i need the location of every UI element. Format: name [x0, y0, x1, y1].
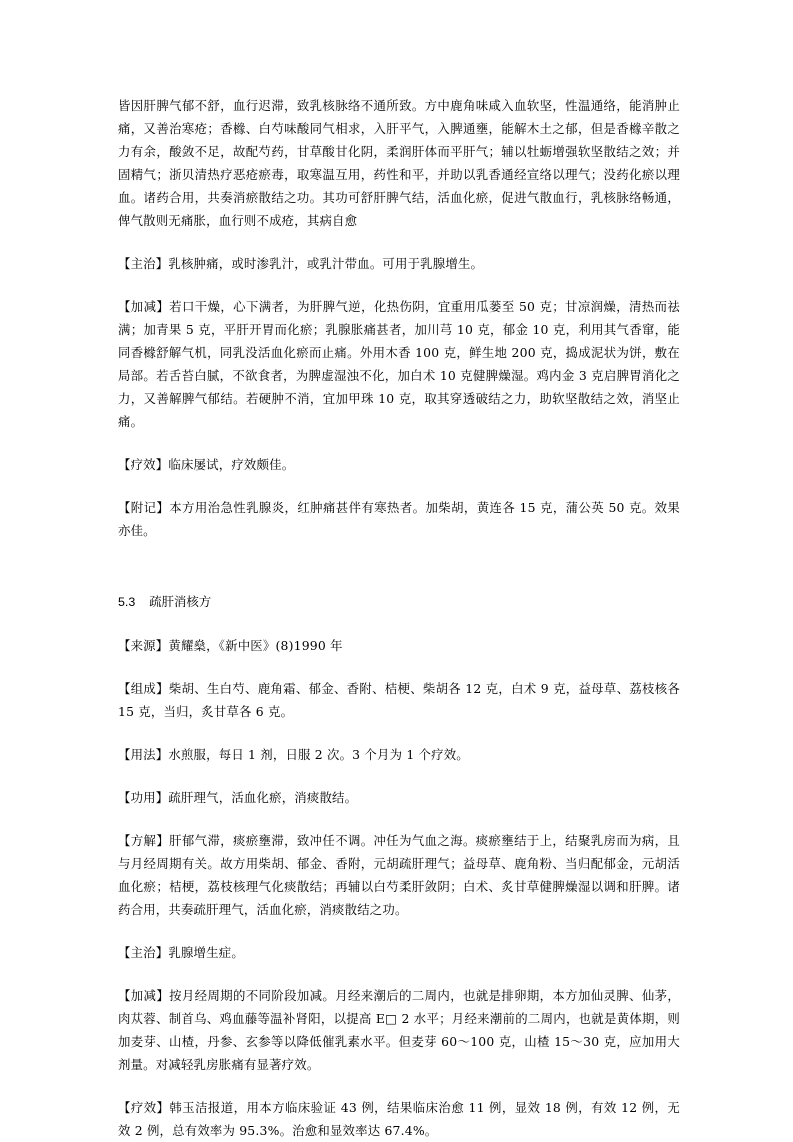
source-text: 黄耀燊，《新中医》(8)1990 年 [168, 638, 343, 653]
efficacy-paragraph-2 [118, 1096, 680, 1142]
spacer [118, 921, 680, 941]
note-label: 【附记】 [118, 500, 170, 515]
spacer [118, 275, 680, 295]
efficacy-text-2: 韩玉洁报道，用本方临床验证 43 例，结果临床治愈 11 例，显效 18 例，有效 12 例，无效 2 例，总有效率为 95.3%。治愈和显效率达 67.4%。 [118, 1100, 680, 1138]
efficacy-label-2: 【疗效】 [118, 1100, 170, 1115]
composition-text: 柴胡、生白芍、鹿角霜、郁金、香附、桔梗、柴胡各 12 克，白术 9 克，益母草、荔枝核各 15 克，当归，炙甘草各 6 克。 [118, 681, 680, 719]
indications-label-2: 【主治】 [118, 945, 169, 960]
analysis-text: 肝郁气滞，痰瘀壅滞，致冲任不调。冲任为气血之海。痰瘀壅结于上，结聚乳房而为病，且与月经周期有关。故方用柴胡、郁金、香附，元胡疏肝理气；益母草、鹿角粉、当归配郁金，元胡活血化瘀；桔梗，荔枝核理气化痰散结；再辅以白芍柔肝敛阴；白术、炙甘草健脾燥湿以调和肝脾。诸药合用，共奏疏肝理气，活血化瘀，消痰散结之功。 [118, 833, 680, 917]
function-text: 疏肝理气，活血化瘀，消痰散结。 [168, 790, 358, 805]
usage-label: 【用法】 [118, 747, 169, 762]
usage-text: 水煎服，每日 1 剂，日服 2 次。3 个月为 1 个疗效。 [168, 747, 469, 762]
spacer [118, 476, 680, 496]
modifications-label: 【加减】 [118, 299, 170, 314]
function-label: 【功用】 [118, 790, 169, 805]
spacer [118, 809, 680, 829]
spacer [118, 232, 680, 252]
efficacy-text: 临床屡试，疗效颇佳。 [168, 457, 295, 472]
spacer [118, 964, 680, 984]
document-page [118, 94, 680, 1142]
spacer [118, 723, 680, 743]
spacer [118, 614, 680, 634]
modifications-label-2: 【加减】 [118, 988, 170, 1003]
section-title: 疏肝消核方 [149, 594, 212, 609]
spacer [118, 657, 680, 677]
source-label: 【来源】 [118, 638, 169, 653]
section-heading [118, 590, 680, 614]
modifications-text: 若口干燥，心下满者，为肝脾气逆，化热伤阴，宜重用瓜蒌至 50 克；甘凉润燥，清热而祛满；加青果 5 克，平肝开胃而化瘀；乳腺胀痛甚者，加川芎 10 克，郁金 10 克，利用其气香窜，能同香橼舒解气机，同乳没活血化瘀而止痛。外用木香 100 克，鲜生地 200 克，捣成泥状为饼，敷在局部。若舌苔白腻，不欲食者，为脾虚湿浊不化，加白术 10 克健脾燥湿。鸡内金 3 克启脾胃消化之力，又善解脾气郁结。若硬肿不消，宜加甲珠 10 克，取其穿透破结之力，助软坚散结之效，消坚止痛。 [118, 299, 680, 429]
section-spacer [118, 542, 680, 590]
note-paragraph [118, 496, 680, 542]
analysis-paragraph [118, 829, 680, 921]
composition-label: 【组成】 [118, 681, 169, 696]
indications-text: 乳核肿痛，或时渗乳汁，或乳汁带血。可用于乳腺增生。 [168, 256, 484, 271]
modifications-paragraph-2 [118, 984, 680, 1076]
spacer [118, 433, 680, 453]
formula-explanation-continuation: 皆因肝脾气郁不舒，血行迟滞，致乳核脉络不通所致。方中鹿角味咸入血软坚，性温通络，能消肿止痛，又善治寒疮；香橼、白芍味酸同气相求，入肝平气，入脾通壅，能解木土之郁，但是香橼辛散之力有余，酸敛不足，故配芍药，甘草酸甘化阴，柔润肝体而平肝气；辅以牡蛎增强软坚散结之效；并固精气；浙贝清热疗恶疮瘀毒，取寒温互用，药性和平，并助以乳香通经宣络以理气；没药化瘀以理血。诸药合用，共奏消瘀散结之功。其功可舒肝脾气结，活血化瘀，促进气散血行，乳核脉络畅通，俾气散则无痛胀，血行则不成疮，其病自愈 [118, 98, 680, 228]
indications-paragraph-2 [118, 941, 680, 964]
spacer [118, 1076, 680, 1096]
section-number: 5.3 [118, 595, 136, 609]
source-paragraph [118, 634, 680, 657]
efficacy-label: 【疗效】 [118, 457, 169, 472]
note-text: 本方用治急性乳腺炎，红肿痛甚伴有寒热者。加柴胡，黄连各 15 克，蒲公英 50 克。效果亦佳。 [118, 500, 680, 538]
indications-label: 【主治】 [118, 256, 169, 271]
function-paragraph [118, 786, 680, 809]
indications-paragraph [118, 252, 680, 275]
usage-paragraph [118, 743, 680, 766]
spacer [118, 766, 680, 786]
modifications-text-2: 按月经周期的不同阶段加减。月经来潮后的二周内，也就是排卵期，本方加仙灵脾、仙茅，肉苁蓉、制首乌、鸡血藤等温补肾阳，以提高 E□ 2 水平；月经来潮前的二周内，也就是黄体期，则加麦芽、山楂，丹参、玄参等以降低催乳素水平。但麦芽 60～100 克，山楂 15～30 克，应加用大剂量。对减轻乳房胀痛有显著疗效。 [118, 988, 680, 1072]
composition-paragraph [118, 677, 680, 723]
efficacy-paragraph [118, 453, 680, 476]
analysis-label: 【方解】 [118, 833, 170, 848]
indications-text-2: 乳腺增生症。 [168, 945, 244, 960]
modifications-paragraph [118, 295, 680, 433]
